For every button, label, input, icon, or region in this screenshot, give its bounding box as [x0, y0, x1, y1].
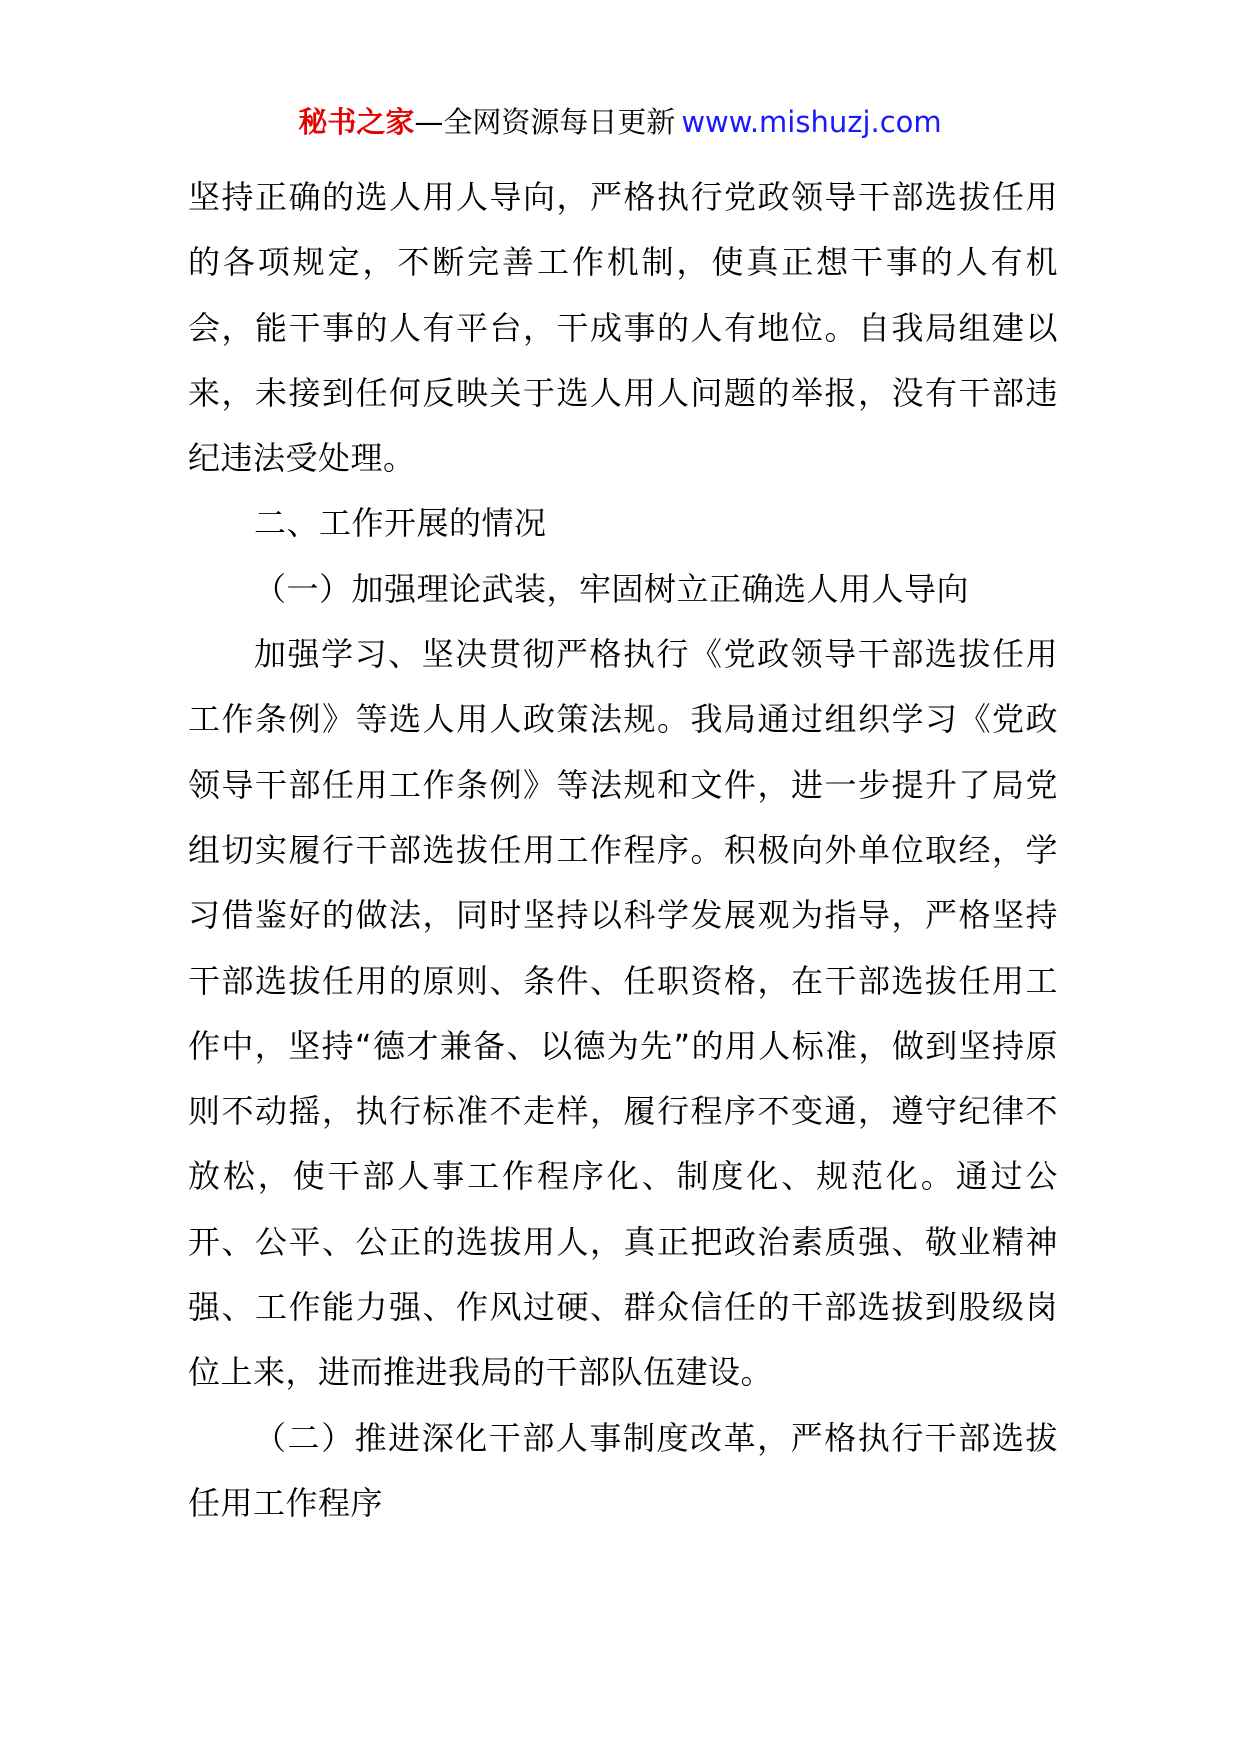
document-body	[188, 165, 1058, 1536]
site-url[interactable]: www.mishuzj.com	[681, 105, 942, 139]
subsection-heading: （一）加强理论武装，牢固树立正确选人用人导向	[254, 569, 970, 608]
header-slogan: —全网资源每日更新	[414, 105, 676, 139]
page-header	[0, 100, 1240, 144]
section-heading: 二、工作开展的情况	[254, 504, 547, 543]
subsection-heading: （二）推进深化干部人事制度改革，严格执行干部选拔任用工作程序	[188, 1418, 1058, 1522]
brand-name: 秘书之家	[298, 105, 415, 139]
paragraph: 加强学习、坚决贯彻严格执行《党政领导干部选拔任用工作条例》等选人用人政策法规。我局通过组织学习《党政领导干部任用工作条例》等法规和文件，进一步提升了局党组切实履行干部选拔任用工作程序。积极向外单位取经，学习借鉴好的做法，同时坚持以科学发展观为指导，严格坚持干部选拔任用的原则、条件、任职资格，在干部选拔任用工作中，坚持“德才兼备、以德为先”的用人标准，做到坚持原则不动摇，执行标准不走样，履行程序不变通，遵守纪律不放松，使干部人事工作程序化、制度化、规范化。通过公开、公平、公正的选拔用人，真正把政治素质强、敬业精神强、工作能力强、作风过硬、群众信任的干部选拔到股级岗位上来，进而推进我局的干部队伍建设。	[188, 635, 1058, 1392]
paragraph: 坚持正确的选人用人导向，严格执行党政领导干部选拔任用的各项规定，不断完善工作机制，使真正想干事的人有机会，能干事的人有平台，干成事的人有地位。自我局组建以来，未接到任何反映关于选人用人问题的举报，没有干部违纪违法受处理。	[188, 178, 1058, 478]
